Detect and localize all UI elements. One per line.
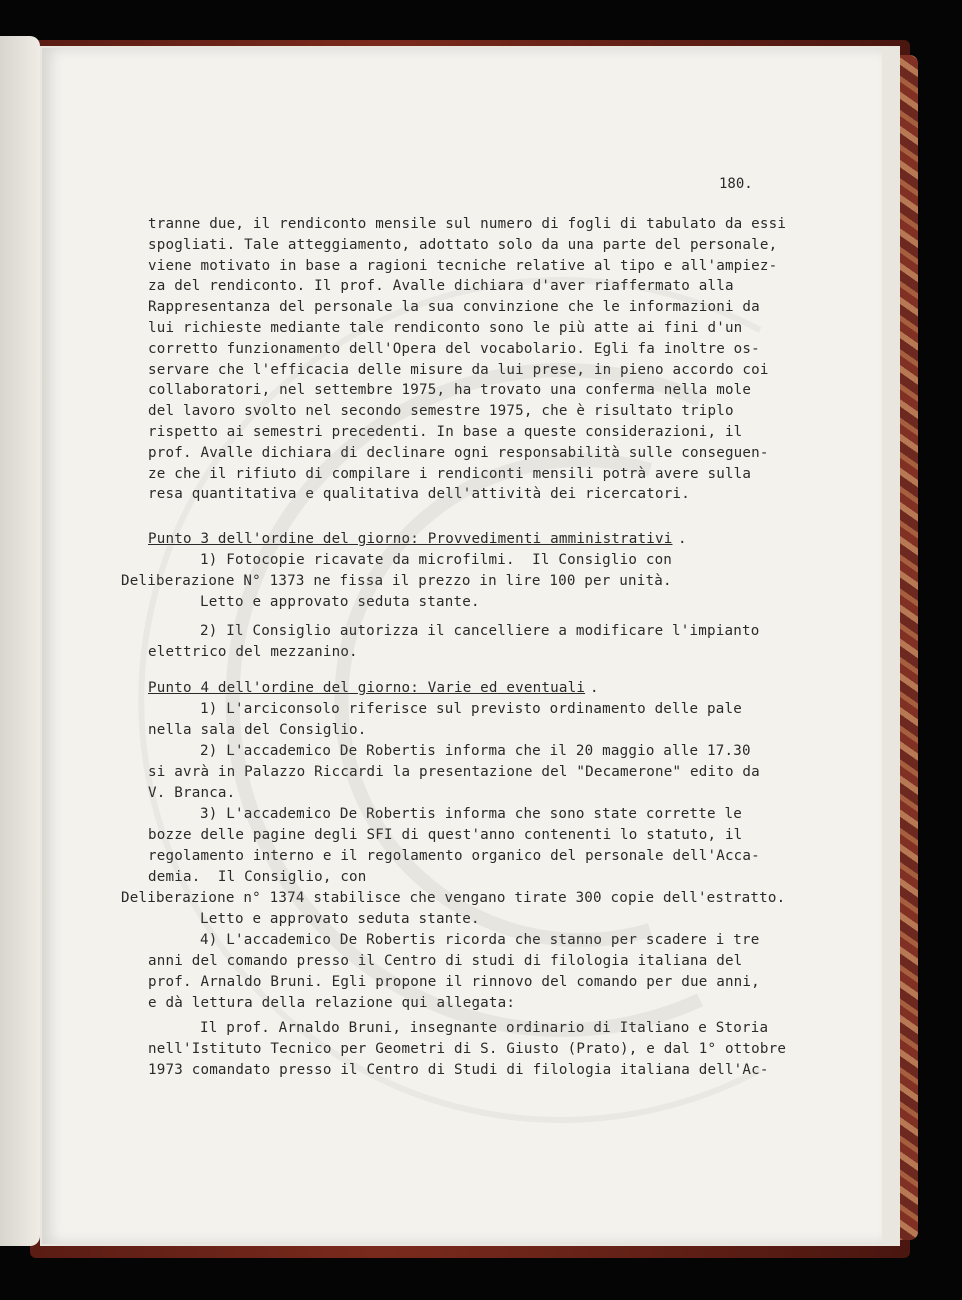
s4-item4-line3: prof. Arnaldo Bruni. Egli propone il rinnovo del comando per due anni, [148, 974, 760, 990]
paragraph-line: tranne due, il rendiconto mensile sul numero di fogli di tabulato da essi [148, 216, 787, 232]
quote-line2: nell'Istituto Tecnico per Geometri di S. Giusto (Prato), e dal 1° ottobre [148, 1041, 787, 1057]
s4-item2-line1: 2) L'accademico De Robertis informa che il 20 maggio alle 17.30 [200, 743, 751, 759]
s4-item3-line3: regolamento interno e il regolamento organico del personale dell'Acca- [148, 848, 760, 864]
s4-item3-line2: bozze delle pagine degli SFI di quest'anno contenenti lo statuto, il [148, 827, 743, 843]
s4-item3-line1: 3) L'accademico De Robertis informa che sono state corrette le [200, 806, 742, 822]
heading-punto-4-period: . [590, 680, 599, 696]
s4-item4-line4: e dà lettura della relazione qui allegata: [148, 995, 516, 1011]
heading-punto-3-period: . [678, 531, 687, 547]
quote-line1: Il prof. Arnaldo Bruni, insegnante ordinario di Italiano e Storia [200, 1020, 769, 1036]
s4-item3-line5: Deliberazione n° 1374 stabilisce che vengano tirate 300 copie dell'estratto. [121, 890, 786, 906]
paragraph-line: corretto funzionamento dell'Opera del vocabolario. Egli fa inoltre os- [148, 340, 760, 357]
s4-item4-line2: anni del comando presso il Centro di studi di filologia italiana del [148, 953, 743, 969]
paragraph-line: prof. Avalle dichiara di declinare ogni responsabilità sulle conseguen- [148, 444, 769, 461]
paragraph-line: ze che il rifiuto di compilare i rendiconti mensili potrà avere sulla [148, 465, 752, 482]
s4-item2-line2: si avrà in Palazzo Riccardi la presentazione del "Decamerone" edito da [148, 764, 760, 780]
facing-page [0, 36, 40, 1246]
s3-item2-line1: 2) Il Consiglio autorizza il cancelliere a modificare l'impianto [200, 623, 760, 639]
s4-item3-line6: Letto e approvato seduta stante. [200, 911, 480, 927]
s4-item1-line2: nella sala del Consiglio. [148, 722, 367, 738]
s3-item1-line3: Letto e approvato seduta stante. [200, 594, 480, 610]
s3-item2-line2: elettrico del mezzanino. [148, 644, 358, 660]
paragraph-line: del lavoro svolto nel secondo semestre 1975, che è risultato triplo [148, 403, 734, 420]
paragraph-line: spogliati. Tale atteggiamento, adottato solo da una parte del personale, [148, 236, 778, 253]
s3-item1-line1: 1) Fotocopie ricavate da microfilmi. Il Consiglio con [200, 552, 673, 568]
s4-item3-line4: demia. Il Consiglio, con [148, 869, 367, 885]
paragraph-line: Rappresentanza del personale la sua convinzione che le informazioni da [148, 299, 760, 316]
s4-item2-line3: V. Branca. [148, 785, 236, 801]
heading-punto-3: Punto 3 dell'ordine del giorno: Provvedimenti amministrativi [148, 531, 673, 547]
paragraph-line: lui richieste mediante tale rendiconto sono le più atte ai fini d'un [148, 320, 743, 336]
paragraph-line: za del rendiconto. Il prof. Avalle dichiara d'aver riaffermato alla [148, 278, 734, 295]
quote-line3: 1973 comandato presso il Centro di Studi di filologia italiana dell'Ac- [148, 1062, 769, 1078]
paragraph-line: collaboratori, nel settembre 1975, ha trovato una conferma nella mole [148, 382, 752, 399]
paragraph-line: servare che l'efficacia delle misure da lui prese, in pieno accordo coi [148, 361, 769, 378]
paragraph-line: resa quantitativa e qualitativa dell'attività dei ricercatori. [148, 486, 690, 503]
s3-item1-line2: Deliberazione N° 1373 ne fissa il prezzo in lire 100 per unità. [121, 573, 672, 589]
s4-item4-line1: 4) L'accademico De Robertis ricorda che stanno per scadere i tre [200, 932, 760, 948]
s4-item1-line1: 1) L'arciconsolo riferisce sul previsto ordinamento delle pale [200, 701, 742, 717]
heading-punto-4: Punto 4 dell'ordine del giorno: Varie ed eventuali [148, 680, 586, 696]
page-number: 180. [719, 176, 753, 192]
paragraph-line: viene motivato in base a ragioni tecniche relative al tipo e all'ampiez- [148, 257, 778, 274]
paragraph-line: rispetto ai semestri precedenti. In base a queste considerazioni, il [148, 424, 743, 440]
